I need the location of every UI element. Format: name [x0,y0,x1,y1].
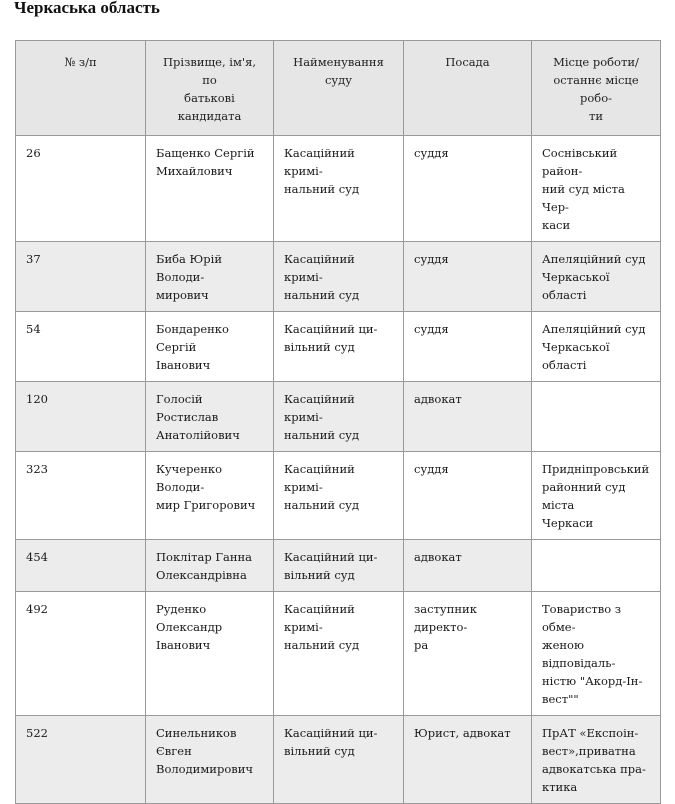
table-row [16,136,661,242]
header-candidate-name: Прізвище, ім'я, по батькові кандидата [146,41,274,136]
row-number: 323 [16,452,146,540]
candidate-name: Бондаренко Сергій Іванович [146,312,274,382]
position: суддя [404,452,532,540]
court-name: Касаційний кримі- нальний суд [274,452,404,540]
workplace: Придніпровський районний суд міста Черкаси [532,452,661,540]
header-workplace: Місце роботи/ останнє місце робо- ти [532,41,661,136]
row-number: 54 [16,312,146,382]
candidates-table [15,40,661,804]
court-name: Касаційний ци- вільний суд [274,716,404,804]
workplace [532,382,661,452]
candidate-name: Руденко Олександр Іванович [146,592,274,716]
table-row [16,592,661,716]
table-row [16,716,661,804]
workplace: Соснівський район- ний суд міста Чер- каси [532,136,661,242]
table-row [16,242,661,312]
workplace: ПрАТ «Експоін- вест»,приватна адвокатська пра- ктика [532,716,661,804]
row-number: 454 [16,540,146,592]
header-court-name: Найменування суду [274,41,404,136]
region-title: Черкаська область [14,0,160,17]
court-name: Касаційний кримі- нальний суд [274,136,404,242]
court-name: Касаційний ци- вільний суд [274,312,404,382]
court-name: Касаційний кримі- нальний суд [274,382,404,452]
table-header-row [16,41,661,136]
candidate-name: Кучеренко Володи- мир Григорович [146,452,274,540]
position: суддя [404,136,532,242]
position: адвокат [404,382,532,452]
workplace: Апеляційний суд Черкаської області [532,312,661,382]
candidate-name: Биба Юрій Володи- мирович [146,242,274,312]
workplace [532,540,661,592]
position: заступник директо- ра [404,592,532,716]
position: адвокат [404,540,532,592]
row-number: 120 [16,382,146,452]
row-number: 492 [16,592,146,716]
position: суддя [404,242,532,312]
table-row [16,312,661,382]
row-number: 26 [16,136,146,242]
position: суддя [404,312,532,382]
court-name: Касаційний ци- вільний суд [274,540,404,592]
row-number: 37 [16,242,146,312]
candidate-name: Синельников Євген Володимирович [146,716,274,804]
workplace: Товариство з обме- женою відповідаль- ністю "Акорд-Ін- вест"" [532,592,661,716]
court-name: Касаційний кримі- нальний суд [274,242,404,312]
row-number: 522 [16,716,146,804]
court-name: Касаційний кримі- нальний суд [274,592,404,716]
candidate-name: Бащенко Сергій Михайлович [146,136,274,242]
position: Юрист, адвокат [404,716,532,804]
candidate-name: Голосій Ростислав Анатолійович [146,382,274,452]
header-number: № з/п [16,41,146,136]
header-position: Посада [404,41,532,136]
table-row [16,382,661,452]
workplace: Апеляційний суд Черкаської області [532,242,661,312]
table-row [16,540,661,592]
candidate-name: Поклітар Ганна Олександрівна [146,540,274,592]
table-row [16,452,661,540]
